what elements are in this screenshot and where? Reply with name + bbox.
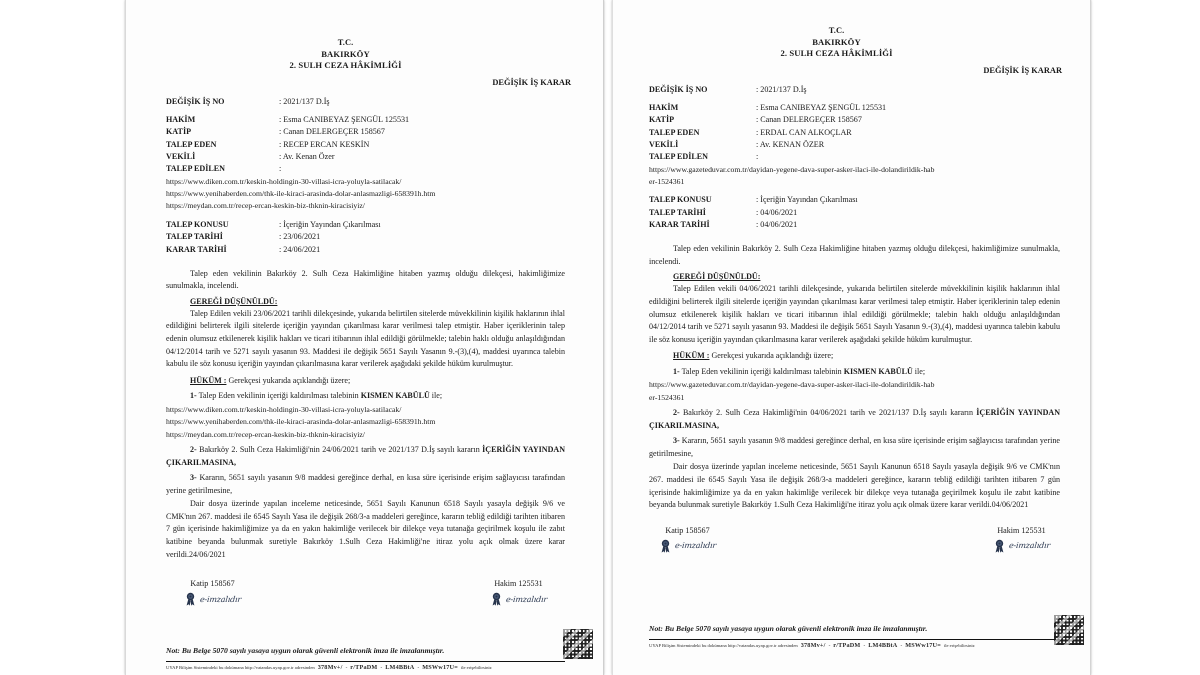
footer-divider xyxy=(166,661,565,662)
respondent-url[interactable]: https://meydan.com.tr/recep-ercan-keskin-biz-thknin-kiracisiyiz/ xyxy=(166,201,365,211)
respondent-url-continued[interactable]: er-1524361 xyxy=(649,177,685,186)
page-content xyxy=(613,0,1090,675)
case-fields xyxy=(649,84,1060,232)
ruling-lead-text: Gerekçesi yukarıda açıklandığı üzere; xyxy=(709,351,834,361)
verification-code-1: 378Mv+/ xyxy=(317,664,343,671)
item-text-a: Talep Eden vekilinin içeriği kaldırılması talebinin xyxy=(679,366,844,376)
field-label: TALEP TARİHİ xyxy=(166,232,223,242)
ruling-url-list xyxy=(166,404,565,441)
court-heading xyxy=(126,0,565,71)
item-text: Kararın, 5651 sayılı yasanın 9/8 maddesi gereğince derhal, en kısa süre içerisinde erişim sağlayıcısı tarafından yerine getirilmesine, xyxy=(649,436,1060,458)
field-label: DEĞİŞİK İŞ NO xyxy=(166,96,225,106)
field-label: HAKİM xyxy=(649,103,679,113)
clerk-signature xyxy=(659,526,716,553)
field-value: : RECEP ERCAN KESKİN xyxy=(279,139,370,149)
page-sheet xyxy=(613,0,1090,675)
field-label: VEKİLİ xyxy=(166,151,196,161)
item-emphasis: İÇERİĞİN YAYINDAN ÇIKARILMASINA, xyxy=(649,408,1061,430)
ruling-url[interactable]: https://meydan.com.tr/recep-ercan-keskin-biz-thknin-kiracisiyiz/ xyxy=(166,429,365,439)
field-label: TALEP EDİLEN xyxy=(166,164,225,174)
item-emphasis: KISMEN KABÜLÜ xyxy=(843,366,913,376)
field-label: KARAR TARİHİ xyxy=(649,220,710,230)
ruling-item-3 xyxy=(649,435,1060,460)
field-decision-date xyxy=(166,244,565,256)
case-fields xyxy=(166,96,565,256)
field-label: TALEP KONUSU xyxy=(649,195,712,205)
rosette-seal-icon xyxy=(993,539,1006,553)
clerk-name: Katip 158567 xyxy=(665,525,710,535)
uyap-prefix-text: UYAP Bilişim Sistemindeki bu dokümana http://vatandas.uyap.gov.tr adresinden xyxy=(166,665,315,670)
code-separator: - xyxy=(828,643,831,649)
uyap-prefix-text: UYAP Bilişim Sistemindeki bu dokümana http://vatandas.uyap.gov.tr adresinden xyxy=(649,643,798,648)
item-emphasis: KISMEN KABÜLÜ xyxy=(360,391,430,401)
section-heading-consideration: GEREĞİ DÜŞÜNÜLDÜ: xyxy=(673,272,761,282)
court-line-city: BAKIRKÖY xyxy=(812,36,861,47)
field-value: : 2021/137 D.İş xyxy=(756,84,807,94)
field-attorney xyxy=(166,151,565,163)
respondent-url[interactable]: https://www.diken.com.tr/keskin-holdingin-30-villasi-icra-yoluyla-satilacak/ xyxy=(166,176,402,186)
decision-type-tag: DEĞİŞİK İŞ KARAR xyxy=(983,65,1062,75)
field-value: : 23/06/2021 xyxy=(279,232,321,242)
field-subject xyxy=(649,194,1060,206)
signature-block xyxy=(649,526,1060,553)
field-label: KATİP xyxy=(649,115,675,125)
field-value: : ERDAL CAN ALKOÇLAR xyxy=(756,127,852,137)
uyap-suffix-text: ile erişebilirsiniz xyxy=(460,665,492,670)
verification-code-1: 378Mv+/ xyxy=(800,642,826,649)
verification-code-2: r/TPaDM xyxy=(833,642,861,649)
uyap-verification-line xyxy=(166,664,565,671)
field-label: TALEP EDEN xyxy=(166,139,217,149)
field-judge xyxy=(166,114,565,126)
field-value: : 24/06/2021 xyxy=(279,244,321,254)
field-value: : 2021/137 D.İş xyxy=(279,96,330,106)
decision-body xyxy=(649,243,1060,511)
reasoning-paragraph: Talep Edilen vekili 04/06/2021 tarihli dilekçesinde, yukarıda belirtilen sitelerde müvekkilinin kişilik haklarının ihlal edildiğini belirterek ilgili sitelerde içeriğin yayından çıkarılması karar verilmesi talep etmiştir. Haber içeriklerinin talep edenin olumsuz etkilenerek kişilik hakları ve ticari itibarının ihlal edildiği görülmekle; talebin haklı olduğu anlaşıldığından 04/12/2014 tarih ve 5271 sayılı yasanın 93. Maddesi ile değişik 5651 Sayılı Yasanın 9.-(3),(4), maddesi uyarınca talebin kabulu ile söz konusu içeriğin yayından çıkarılmasına karar verilerek aşağıdaki şekilde hüküm kurulmuştur. xyxy=(649,284,1060,344)
ruling-lead-line xyxy=(166,375,565,388)
judge-signature xyxy=(490,579,547,606)
respondent-url[interactable]: https://www.gazeteduvar.com.tr/dayidan-yegene-dava-super-asker-ilaci-ile-dolandirildik-hab xyxy=(649,164,935,174)
item-number: 2- xyxy=(673,408,680,418)
uyap-verification-line xyxy=(649,642,1060,649)
field-label: HAKİM xyxy=(166,115,196,125)
court-line-chamber: 2. SULH CEZA HÂKİMLİĞİ xyxy=(780,47,893,58)
document-page-right[interactable] xyxy=(612,0,1091,675)
respondent-url-list xyxy=(166,176,565,213)
field-value: : xyxy=(279,164,282,174)
code-separator: - xyxy=(380,665,383,671)
field-request-date xyxy=(166,231,565,243)
field-value: : xyxy=(756,152,759,162)
field-value: : İçeriğin Yayından Çıkarılması xyxy=(756,195,858,205)
field-label: KARAR TARİHİ xyxy=(166,244,227,254)
field-value: : Av. KENAN ÖZER xyxy=(756,139,825,149)
field-attorney xyxy=(649,139,1060,151)
field-case-no xyxy=(166,96,565,108)
judge-esign-mark xyxy=(993,539,1050,553)
clerk-name: Katip 158567 xyxy=(190,579,235,589)
item-text-a: Talep Eden vekilinin içeriği kaldırılması talebinin xyxy=(196,391,361,401)
ruling-lead-text: Gerekçesi yukarıda açıklandığı üzere; xyxy=(226,375,351,385)
field-value: : Av. Kenan Özer xyxy=(279,151,335,161)
field-label: TALEP EDİLEN xyxy=(649,152,708,162)
footer-divider xyxy=(649,639,1060,640)
court-line-tc: T.C. xyxy=(828,26,845,35)
ruling-url-list xyxy=(649,379,1060,404)
field-value: : Esma CANIBEYAZ ŞENGÜL 125531 xyxy=(756,103,887,113)
ruling-url[interactable]: https://www.gazeteduvar.com.tr/dayidan-yegene-dava-super-asker-ilaci-ile-dolandirildik-hab xyxy=(649,380,935,390)
item-text-b: ile; xyxy=(429,391,443,401)
ruling-item-2 xyxy=(166,444,565,469)
item-text-a: Bakırköy 2. Sulh Ceza Hakimliği'nin 04/06/2021 tarih ve 2021/137 D.İş sayılı kararın xyxy=(679,408,977,418)
court-line-city: BAKIRKÖY xyxy=(321,48,370,59)
field-value: : Esma CANIBEYAZ ŞENGÜL 125531 xyxy=(279,115,410,125)
field-label: TALEP EDEN xyxy=(649,127,700,137)
document-page-left[interactable] xyxy=(125,0,604,675)
closing-paragraph: Dair dosya üzerinde yapılan inceleme neticesinde, 5651 Sayılı Kanunun 6518 Sayılı yasayla değişik 9/6 ve CMK'nın 267. maddesi ile 6545 Sayılı Yasa ile değişik 268/3-a maddeleri gereğince, kararın tebliğ edildiği tarihten itibaren 7 gün içerisinde hakimliğimize ya da en yakın hakimliğe verilecek bir dilekçe veya tutanağa geçirilmek koşulu ile zabıt katibine beyanda bulunmak suretiyle Bakırköy 1.Sulh Ceza Hakimliği'ne itiraz yolu açık olmak üzere karar verildi.04/06/2021 xyxy=(649,462,1060,510)
code-separator: - xyxy=(900,643,903,649)
verification-code-4: MSWw17U= xyxy=(422,664,458,671)
esign-legal-note: Not: Bu Belge 5070 sayılı yasaya uygun olarak güvenli elektronik imza ile imzalanmıştır. xyxy=(649,624,928,633)
verification-code-3: LM4BBtA xyxy=(868,642,898,649)
intro-paragraph: Talep eden vekilinin Bakırköy 2. Sulh Ceza Hakimliğine hitaben yazmış olduğu dilekçesi, hakimliğimize sunulmakla, incelendi. xyxy=(166,268,565,291)
field-value: : 04/06/2021 xyxy=(756,220,798,230)
esign-label: e-imzalıdır xyxy=(1008,541,1051,551)
ruling-item-3 xyxy=(166,472,565,497)
field-clerk xyxy=(166,126,565,138)
field-case-no xyxy=(649,84,1060,96)
ruling-item-2 xyxy=(649,407,1060,432)
item-number: 3- xyxy=(190,473,197,483)
closing-paragraph: Dair dosya üzerinde yapılan inceleme neticesinde, 5651 Sayılı Kanunun 6518 Sayılı yasayla değişik 9/6 ve CMK'nın 267. maddesi ile 6545 Sayılı Yasa ile değişik 268/3-a maddeleri gereğince, kararın tebliğ edildiği tarihten itibaren 7 gün içerisinde hakimliğimize ya da en yakın hakimliğe verilecek bir dilekçe veya tutanağa geçirilmek koşulu ile zabıt katibine beyanda bulunmak suretiyle Bakırköy 1.Sulh Ceza Hakimliği'ne itiraz yolu açık olmak üzere karar verildi.24/06/2021 xyxy=(166,499,565,559)
judge-name: Hakim 125531 xyxy=(997,525,1046,535)
code-separator: - xyxy=(863,643,866,649)
respondent-url[interactable]: https://www.yenihaberden.com/thk-ile-kiraci-arasinda-dolar-anlasmazligi-658391h.htm xyxy=(166,189,436,198)
field-value: : İçeriğin Yayından Çıkarılması xyxy=(279,219,381,229)
field-label: TALEP TARİHİ xyxy=(649,207,706,217)
clerk-esign-mark xyxy=(184,592,241,606)
qr-code xyxy=(1054,615,1084,645)
page-sheet xyxy=(126,0,603,675)
court-line-tc: T.C. xyxy=(337,38,354,47)
verification-code-2: r/TPaDM xyxy=(350,664,378,671)
verification-code-3: LM4BBtA xyxy=(385,664,415,671)
intro-paragraph: Talep eden vekilinin Bakırköy 2. Sulh Ceza Hakimliğine hitaben yazmış olduğu dilekçesi, hakimliğimize sunulmakla, incelendi. xyxy=(649,244,1060,266)
judge-signature xyxy=(993,526,1050,553)
reasoning-paragraph: Talep Edilen vekili 23/06/2021 tarihli dilekçesinde, yukarıda belirtilen sitelerde müvekkilinin kişilik haklarının ihlal edildiğini belirterek ilgili sitelerde içeriğin yayından çıkarılması karar verilmesi talep etmiştir. Haber içeriklerinin talep edenin olumsuz etkilenerek kişilik hakları ve ticari itibarının ihlal edildiği görülmekle; talebin haklı olduğu anlaşıldığından 04/12/2014 tarih ve 5271 sayılı yasanın 93. Maddesi ile değişik 5651 Sayılı Yasanın 9.-(3),(4), maddesi uyarınca talebin kabulu ile söz konusu içeriğin yayından çıkarılmasına karar verilerek aşağıdaki şekilde hüküm kurulmuştur. xyxy=(166,308,565,369)
page-footer xyxy=(613,610,1090,649)
rosette-seal-icon xyxy=(490,592,503,606)
field-label: DEĞİŞİK İŞ NO xyxy=(649,84,708,94)
respondent-url-list xyxy=(649,164,1060,189)
court-heading xyxy=(613,0,1060,59)
court-line-chamber: 2. SULH CEZA HÂKİMLİĞİ xyxy=(289,59,402,70)
field-label: VEKİLİ xyxy=(649,139,679,149)
qr-code xyxy=(563,629,593,659)
signature-block xyxy=(166,579,565,606)
esign-label: e-imzalıdır xyxy=(505,594,548,604)
ruling-label: HÜKÜM : xyxy=(190,375,227,385)
field-clerk xyxy=(649,114,1060,126)
ruling-lead-line xyxy=(649,350,1060,363)
page-footer xyxy=(126,630,603,671)
ruling-item-1 xyxy=(166,390,565,403)
field-label: KATİP xyxy=(166,127,192,137)
rosette-seal-icon xyxy=(659,539,672,553)
field-decision-date xyxy=(649,219,1060,231)
verification-code-4: MSWw17U= xyxy=(905,642,941,649)
field-respondent xyxy=(649,151,1060,163)
item-emphasis: İÇERİĞİN YAYINDAN ÇIKARILMASINA, xyxy=(166,445,566,467)
rosette-seal-icon xyxy=(184,592,197,606)
decision-body xyxy=(166,268,565,561)
judge-esign-mark xyxy=(490,592,547,606)
item-text-a: Bakırköy 2. Sulh Ceza Hakimliği'nin 24/06/2021 tarih ve 2021/137 D.İş sayılı kararın xyxy=(196,445,483,455)
section-heading-consideration: GEREĞİ DÜŞÜNÜLDÜ: xyxy=(190,296,278,306)
item-number: 1- xyxy=(673,366,680,376)
field-label: TALEP KONUSU xyxy=(166,219,229,229)
esign-label: e-imzalıdır xyxy=(674,541,717,551)
item-number: 2- xyxy=(190,445,197,455)
esign-legal-note: Not: Bu Belge 5070 sayılı yasaya uygun olarak güvenli elektronik imza ile imzalanmıştır. xyxy=(166,646,445,655)
field-judge xyxy=(649,102,1060,114)
ruling-url[interactable]: https://www.yenihaberden.com/thk-ile-kiraci-arasinda-dolar-anlasmazligi-658391h.htm xyxy=(166,417,436,427)
field-applicant xyxy=(649,127,1060,139)
item-text-b: ile; xyxy=(912,366,926,376)
code-separator: - xyxy=(345,665,348,671)
item-text: Kararın, 5651 sayılı yasanın 9/8 maddesi gereğince derhal, en kısa süre içerisinde erişim sağlayıcısı tarafından yerine getirilmesine, xyxy=(166,473,565,495)
page-content xyxy=(126,0,603,675)
ruling-url[interactable]: https://www.diken.com.tr/keskin-holdingin-30-villasi-icra-yoluyla-satilacak/ xyxy=(166,404,402,414)
field-applicant xyxy=(166,139,565,151)
field-value: : 04/06/2021 xyxy=(756,207,798,217)
field-value: : Canan DELERGEÇER 158567 xyxy=(279,127,385,137)
field-respondent xyxy=(166,163,565,175)
code-separator: - xyxy=(417,665,420,671)
item-number: 1- xyxy=(190,391,197,401)
decision-type-tag: DEĞİŞİK İŞ KARAR xyxy=(492,77,571,87)
esign-label: e-imzalıdır xyxy=(199,594,242,604)
field-value: : Canan DELERGEÇER 158567 xyxy=(756,115,862,125)
item-number: 3- xyxy=(673,436,680,446)
judge-name: Hakim 125531 xyxy=(494,579,543,589)
field-request-date xyxy=(649,207,1060,219)
uyap-suffix-text: ile erişebilirsiniz xyxy=(943,643,975,648)
ruling-label: HÜKÜM : xyxy=(673,351,710,361)
ruling-item-1 xyxy=(649,366,1060,379)
ruling-url-continued[interactable]: er-1524361 xyxy=(649,392,685,402)
clerk-signature xyxy=(184,579,241,606)
clerk-esign-mark xyxy=(659,539,716,553)
field-subject xyxy=(166,219,565,231)
